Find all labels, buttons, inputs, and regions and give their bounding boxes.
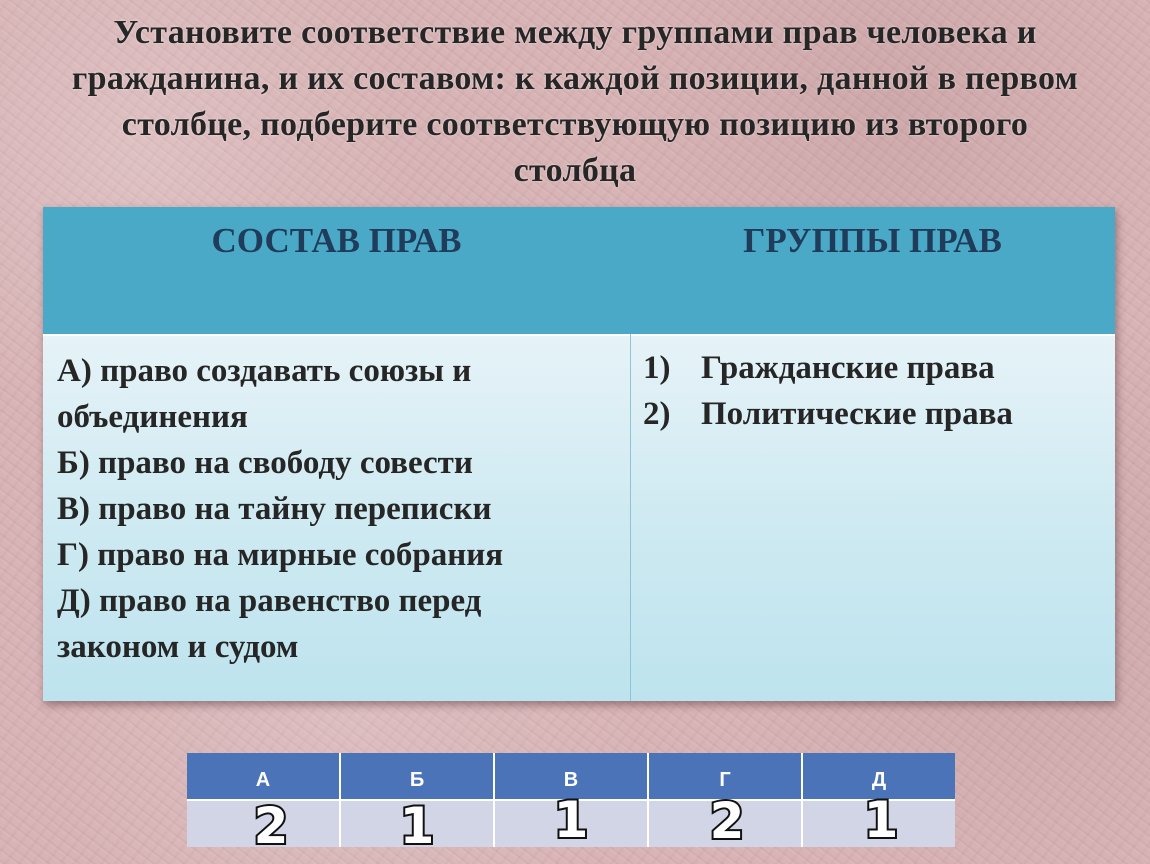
- answer-value-cell[interactable]: [341, 797, 495, 855]
- groups-list: [643, 345, 1103, 437]
- answer-value-cell[interactable]: [495, 791, 649, 849]
- group-label: Политические права: [701, 396, 1013, 432]
- answer-digit: 1: [553, 791, 589, 849]
- list-item: Б) право на свободу совести: [57, 445, 473, 481]
- title-line-1: Установите соответствие между группами прав человека и: [113, 14, 1037, 51]
- list-item: [643, 391, 1103, 437]
- header-rights-groups: ГРУППЫ ПРАВ: [743, 221, 1002, 260]
- group-number: 1): [643, 350, 671, 386]
- answer-digit: 1: [863, 791, 899, 849]
- group-label: Гражданские права: [701, 350, 995, 386]
- header-separator: [43, 334, 1115, 336]
- list-item: Д) право на равенство перед: [57, 583, 482, 619]
- matching-table: [43, 207, 1115, 701]
- answer-header-cell: В: [495, 753, 649, 799]
- column-divider: [630, 334, 631, 701]
- answer-value-cell[interactable]: [187, 797, 341, 855]
- list-item: объединения: [57, 399, 248, 435]
- matching-table-header: [43, 207, 1115, 334]
- header-rights-composition: СОСТАВ ПРАВ: [211, 221, 462, 260]
- answer-digit: 1: [399, 797, 435, 855]
- answer-header-cell: А: [187, 753, 341, 799]
- list-item: Г) право на мирные собрания: [57, 537, 504, 573]
- answer-value-cell[interactable]: [649, 792, 803, 850]
- answer-values-row: [187, 791, 955, 855]
- task-title: [0, 10, 1150, 194]
- rights-list: [57, 348, 617, 670]
- answer-value-cell[interactable]: [803, 791, 955, 849]
- answer-table: [187, 753, 955, 855]
- group-number: 2): [643, 396, 671, 432]
- list-item: А) право создавать союзы и: [57, 353, 472, 389]
- title-line-2: гражданина, и их составом: к каждой позиции, данной в первом: [71, 60, 1079, 97]
- list-item: В) право на тайну переписки: [57, 491, 492, 527]
- answer-header-cell: Б: [341, 753, 495, 799]
- list-item: законом и судом: [57, 629, 299, 665]
- title-line-4: столбца: [513, 152, 637, 189]
- list-item: [643, 345, 1103, 391]
- answer-digit: 2: [709, 792, 745, 850]
- answer-header-cell: Д: [803, 753, 955, 799]
- answer-digit: 2: [253, 797, 289, 855]
- answer-header-cell: Г: [649, 753, 803, 799]
- title-line-3: столбце, подберите соответствующую позицию из второго: [121, 106, 1029, 143]
